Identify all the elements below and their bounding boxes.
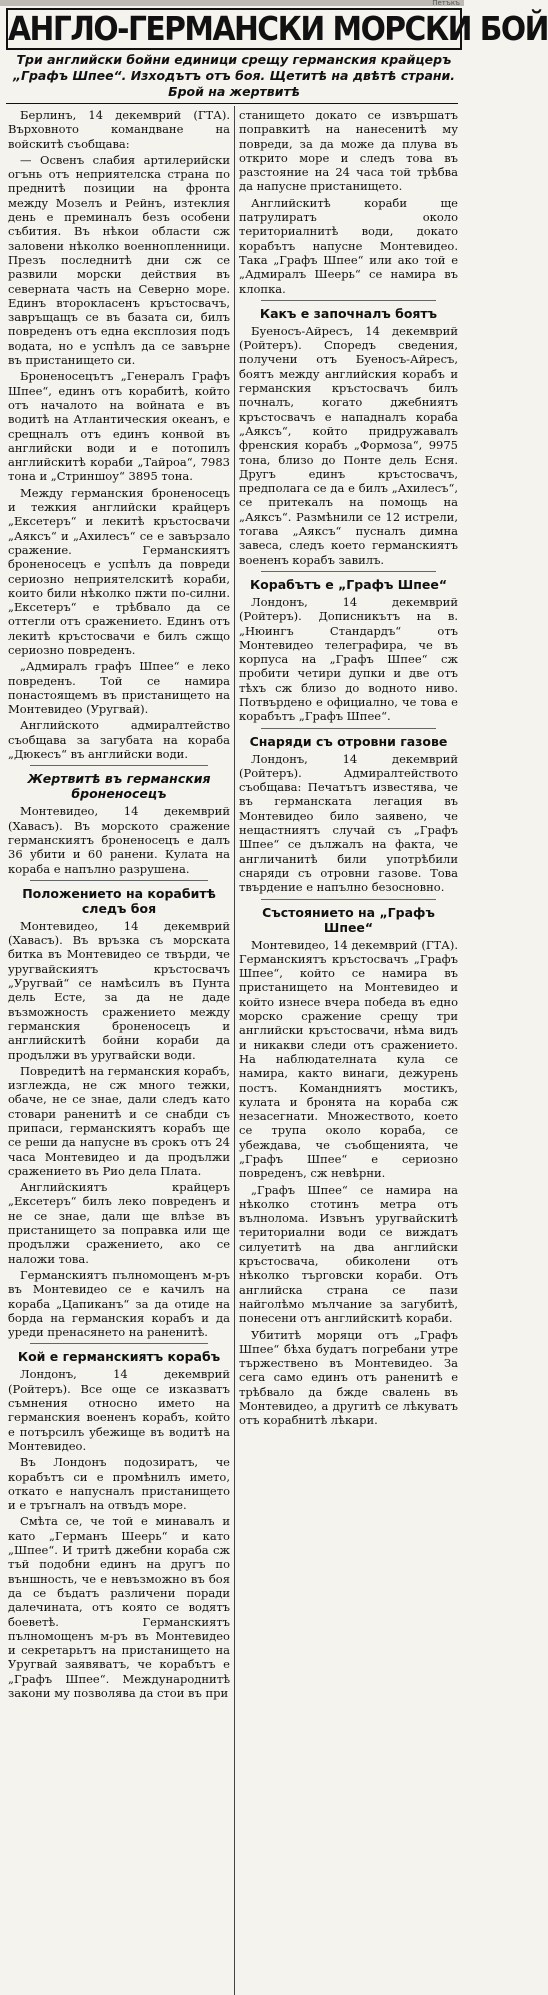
- section-divider: [261, 571, 436, 572]
- section-divider: [261, 728, 436, 729]
- section-divider: [30, 880, 208, 881]
- header-rule: [6, 103, 458, 104]
- section-heading-victims: Жертвитѣ въ германския броненосецъ: [27, 771, 211, 802]
- article-paragraph: „Адмиралъ графъ Шпее“ е леко повреденъ. Той се намира понастоящемъ въ пристанището на Монтевидео (Уругвай).: [8, 659, 230, 717]
- section-heading-poison-gas-shells: Снаряди съ отровни газове: [249, 733, 448, 749]
- article-paragraph: Монтевидео, 14 декемврий (ГТА). Германскиятъ кръстосвачъ „Графъ Шпее“, който се намира въ пристанището на Монтевидео и който изнесе вчера победа въ едно морско сражение срещу три английски кръстосвачи, нѣма видъ и никакви следи отъ сражението. На наблюдателната кула се намира, както винаги, дежурень постъ. Командниятъ мостикъ, кулата и бронята на кораба сж незасегнати. Множеството, което се трупа около кораба, се убеждава, че съобщенията, че „Графъ Шпее“ е сериозно повреденъ, сж невѣрни.: [239, 937, 458, 1181]
- section-heading-how-battle-began: Какъ е започналъ боятъ: [259, 305, 438, 321]
- section-heading-ship-state: Състоянието на „Графъ Шпее“: [262, 904, 435, 935]
- article-paragraph: Броненосецътъ „Генералъ Графъ Шпее“, единъ отъ корабитѣ, който отъ началото на войната е въ водитѣ на Атлантическия океанъ, е срещналъ отъ единъ конвой въ английски води и е потопилъ английскитѣ кораби „Тайроа“, 7983 тона и „Стриншоу“ 3895 тона.: [8, 369, 230, 484]
- subheadline: Три английски бойни единици срещу германския крайцеръ „Графъ Шпее“. Изходътъ отъ боя. Щетитѣ на двѣтѣ страни. Брой на жертвитѣ: [12, 52, 456, 99]
- article-paragraph: Монтевидео, 14 декемврий (Хавасъ). Въ морското сражение германскиятъ броненосецъ е далъ 36 убити и 60 ранени. Кулата на кораба е напълно разрушена.: [8, 804, 230, 876]
- article-paragraph: Английското адмиралтейство съобщава за загубата на кораба „Дюкесъ“ въ английски води.: [8, 718, 230, 762]
- article-paragraph: Лондонъ, 14 декемврий (Ройтеръ). Дописникътъ на в. „Нюингъ Стандардъ“ отъ Монтевидео телеграфира, че въ корпуса на „Графъ Шпее“ сж пробити четири дупки и две отъ тѣхъ сж близо до водното ниво. Потвърдено е официално, че това е корабътъ „Графъ Шпее“.: [239, 594, 458, 724]
- article-dateline: Берлинъ, 14 декемврий (ГТА). Върховното командване на войскитѣ съобщава:: [8, 108, 230, 151]
- section-heading-ship-identity: Корабътъ е „Графъ Шпее“: [249, 576, 448, 592]
- article-paragraph: „Графъ Шпее“ се намира на нѣколко стотинъ метра отъ вълнолома. Извънъ уругвайскитѣ териториални води се виждатъ силуетитѣ на два английски кръстосвача, обиколени отъ нѣколко търговски кораби. Отъ английска страна се пази найголѣмо мълчание за загубитѣ, понесени отъ английскитѣ кораби.: [239, 1182, 458, 1326]
- article-paragraph: Между германския броненосецъ и тежкия английски крайцеръ „Ексетеръ“ и лекитѣ кръстосвачи „Аяксъ“ и „Ахилесъ“ се е завързало сражение. Германскиятъ броненосецъ е успѣлъ да повреди сериозно неприятелскитѣ кораби, които били нѣколко пжти по-силни. „Ексетеръ“ е трѣбвало да се оттегли отъ сражението. Единъ отъ лекитѣ кръстосвачи е билъ сжщо сериозно повреденъ.: [8, 485, 230, 657]
- article-paragraph: Лондонъ, 14 декемврий (Ройтеръ). Адмиралтейството съобщава: Печатътъ известява, че въ германската легация въ Монтевидео било заявено, че нещастниятъ случай съ „Графъ Шпее“ се дължалъ на факта, че англичанитѣ били употрѣбили снаряди съ отровни газове. Това твърдение е напълно безосновно.: [239, 751, 458, 895]
- article-paragraph: Убититѣ моряци отъ „Графъ Шпее“ бѣха будатъ погребани утре тържествено въ Монтевидео. За сега само единъ отъ раненитѣ е трѣбвало да бжде свалень въ Монтевидео, а другитѣ се лѣкуватъ отъ корабнитѣ лѣкари.: [239, 1327, 458, 1428]
- section-heading-ships-after-battle: Положението на корабитѣ следъ боя: [22, 885, 216, 916]
- section-divider: [261, 899, 436, 900]
- section-divider: [30, 765, 208, 766]
- article-paragraph: станището докато се извършатъ поправкитѣ на нанесенитѣ му повреди, за да може да плува въ открито море и следъ това въ разстояние на 24 часа той трѣбва да напусне пристанището.: [239, 108, 458, 194]
- article-paragraph: Въ Лондонъ подозиратъ, че корабътъ си е промѣнилъ името, откато е напусналъ пристанището и е тръгналъ на отвъдъ море.: [8, 1455, 230, 1513]
- article-paragraph: — Освенъ слабия артилерийски огънь отъ неприятелска страна по преднитѣ позиции на фронта между Мозелъ и Рейнъ, изтеклия день е преминалъ безъ особени събития. Въ нѣкои области сж заловени нѣколко военнопленници. Презъ последнитѣ дни сж се развили морски действия въ северната часть на Северно море. Единъ второкласенъ кръстосвачъ, завръщащъ се въ базата си, билъ повреденъ отъ една експлозия подъ водата, но е успѣлъ да се завърне въ пристанището си.: [8, 152, 230, 368]
- article-paragraph: Лондонъ, 14 декемврий (Ройтеръ). Все още се изказватъ съмнения относно името на германския воененъ корабъ, който е потърсилъ убежище въ водитѣ на Монтевидео.: [8, 1367, 230, 1453]
- article-paragraph: Смѣта се, че той е минавалъ и като „Германъ Шеерь“ и като „Шпее“. И тритѣ джебни кораба сж тъй подобни единъ на другъ по външность, че е невъзможно въ боя да се бъдатъ различени поради далечината, отъ която се водятъ боеветѣ. Германскиятъ пълномощенъ м-ръ въ Монтевидео и секретарьтъ на пристанището на Уругвай заявяватъ, че корабътъ е „Графъ Шпее“. Международнитѣ закони му позволява да стои въ при: [8, 1514, 230, 1700]
- article-paragraph: Буеносъ-Айресъ, 14 декемврий (Ройтеръ). Споредъ сведения, получени отъ Буеносъ-Айресъ, боятъ между английския корабъ и германския кръстосвачъ билъ почналъ, когато джебниятъ кръстосвачъ е нападналъ кораба „Аяксъ“, който придружавалъ френския корабъ „Формоза“, 9975 тона, близо до Понте дель Есня. Другъ единъ кръстосвачъ, предполага се да е билъ „Ахилесъ“, се притекалъ на помощь на „Аяксъ“. Размѣнили се 12 истрели, тогава „Аяксъ“ пусналъ димна завеса, следъ което германскиятъ воененъ корабъ завилъ.: [239, 323, 458, 567]
- headline: АНГЛО-ГЕРМАНСКИ МОРСКИ БОЙ: [8, 9, 548, 48]
- column-divider: [234, 106, 235, 1995]
- left-column: [8, 108, 230, 1995]
- article-paragraph: Английскитѣ кораби ще патрулиратъ около териториалнитѣ води, докато корабътъ напусне Монтевидео. Така „Графъ Шпее“ или ако той е „Адмиралъ Шеерь“ се намира въ клопка.: [239, 195, 458, 296]
- article-paragraph: Английскиятъ крайцеръ „Ексетеръ“ билъ леко повреденъ и не се знае, дали ще влѣзе въ пристанището за поправка или ще продължи сражението, ако се наложи това.: [8, 1180, 230, 1266]
- section-divider: [261, 300, 436, 301]
- section-heading-which-ship: Кой е германскиятъ корабъ: [17, 1349, 221, 1365]
- page-topline: Петъкъ: [432, 0, 460, 7]
- article-paragraph: Повредитѣ на германския корабъ, изглежда, не сж много тежки, обаче, не се знае, дали следъ като стовари раненитѣ и се снабди съ припаси, германскиятъ корабъ ще се реши да напусне въ срокъ отъ 24 часа Монтевидео и да продължи сражението въ Рио дела Плата.: [8, 1063, 230, 1178]
- section-divider: [30, 1343, 208, 1344]
- article-paragraph: Германскиятъ пълномощенъ м-ръ въ Монтевидео се е качилъ на кораба „Цапиканъ“ за да отиде на борда на германския корабъ и да уреди пренасянето на раненитѣ.: [8, 1267, 230, 1340]
- article-paragraph: Монтевидео, 14 декемврий (Хавасъ). Въ връзка съ морската битка въ Монтевидео се твърди, че уругвайскиятъ кръстосвачъ „Уругвай“ се намѣсилъ въ Пунта дель Есте, за да не даде възможность сражението между германския броненосецъ и английскитѣ бойни кораби да продължи въ уругвайски води.: [8, 918, 230, 1062]
- right-column: [239, 108, 458, 1995]
